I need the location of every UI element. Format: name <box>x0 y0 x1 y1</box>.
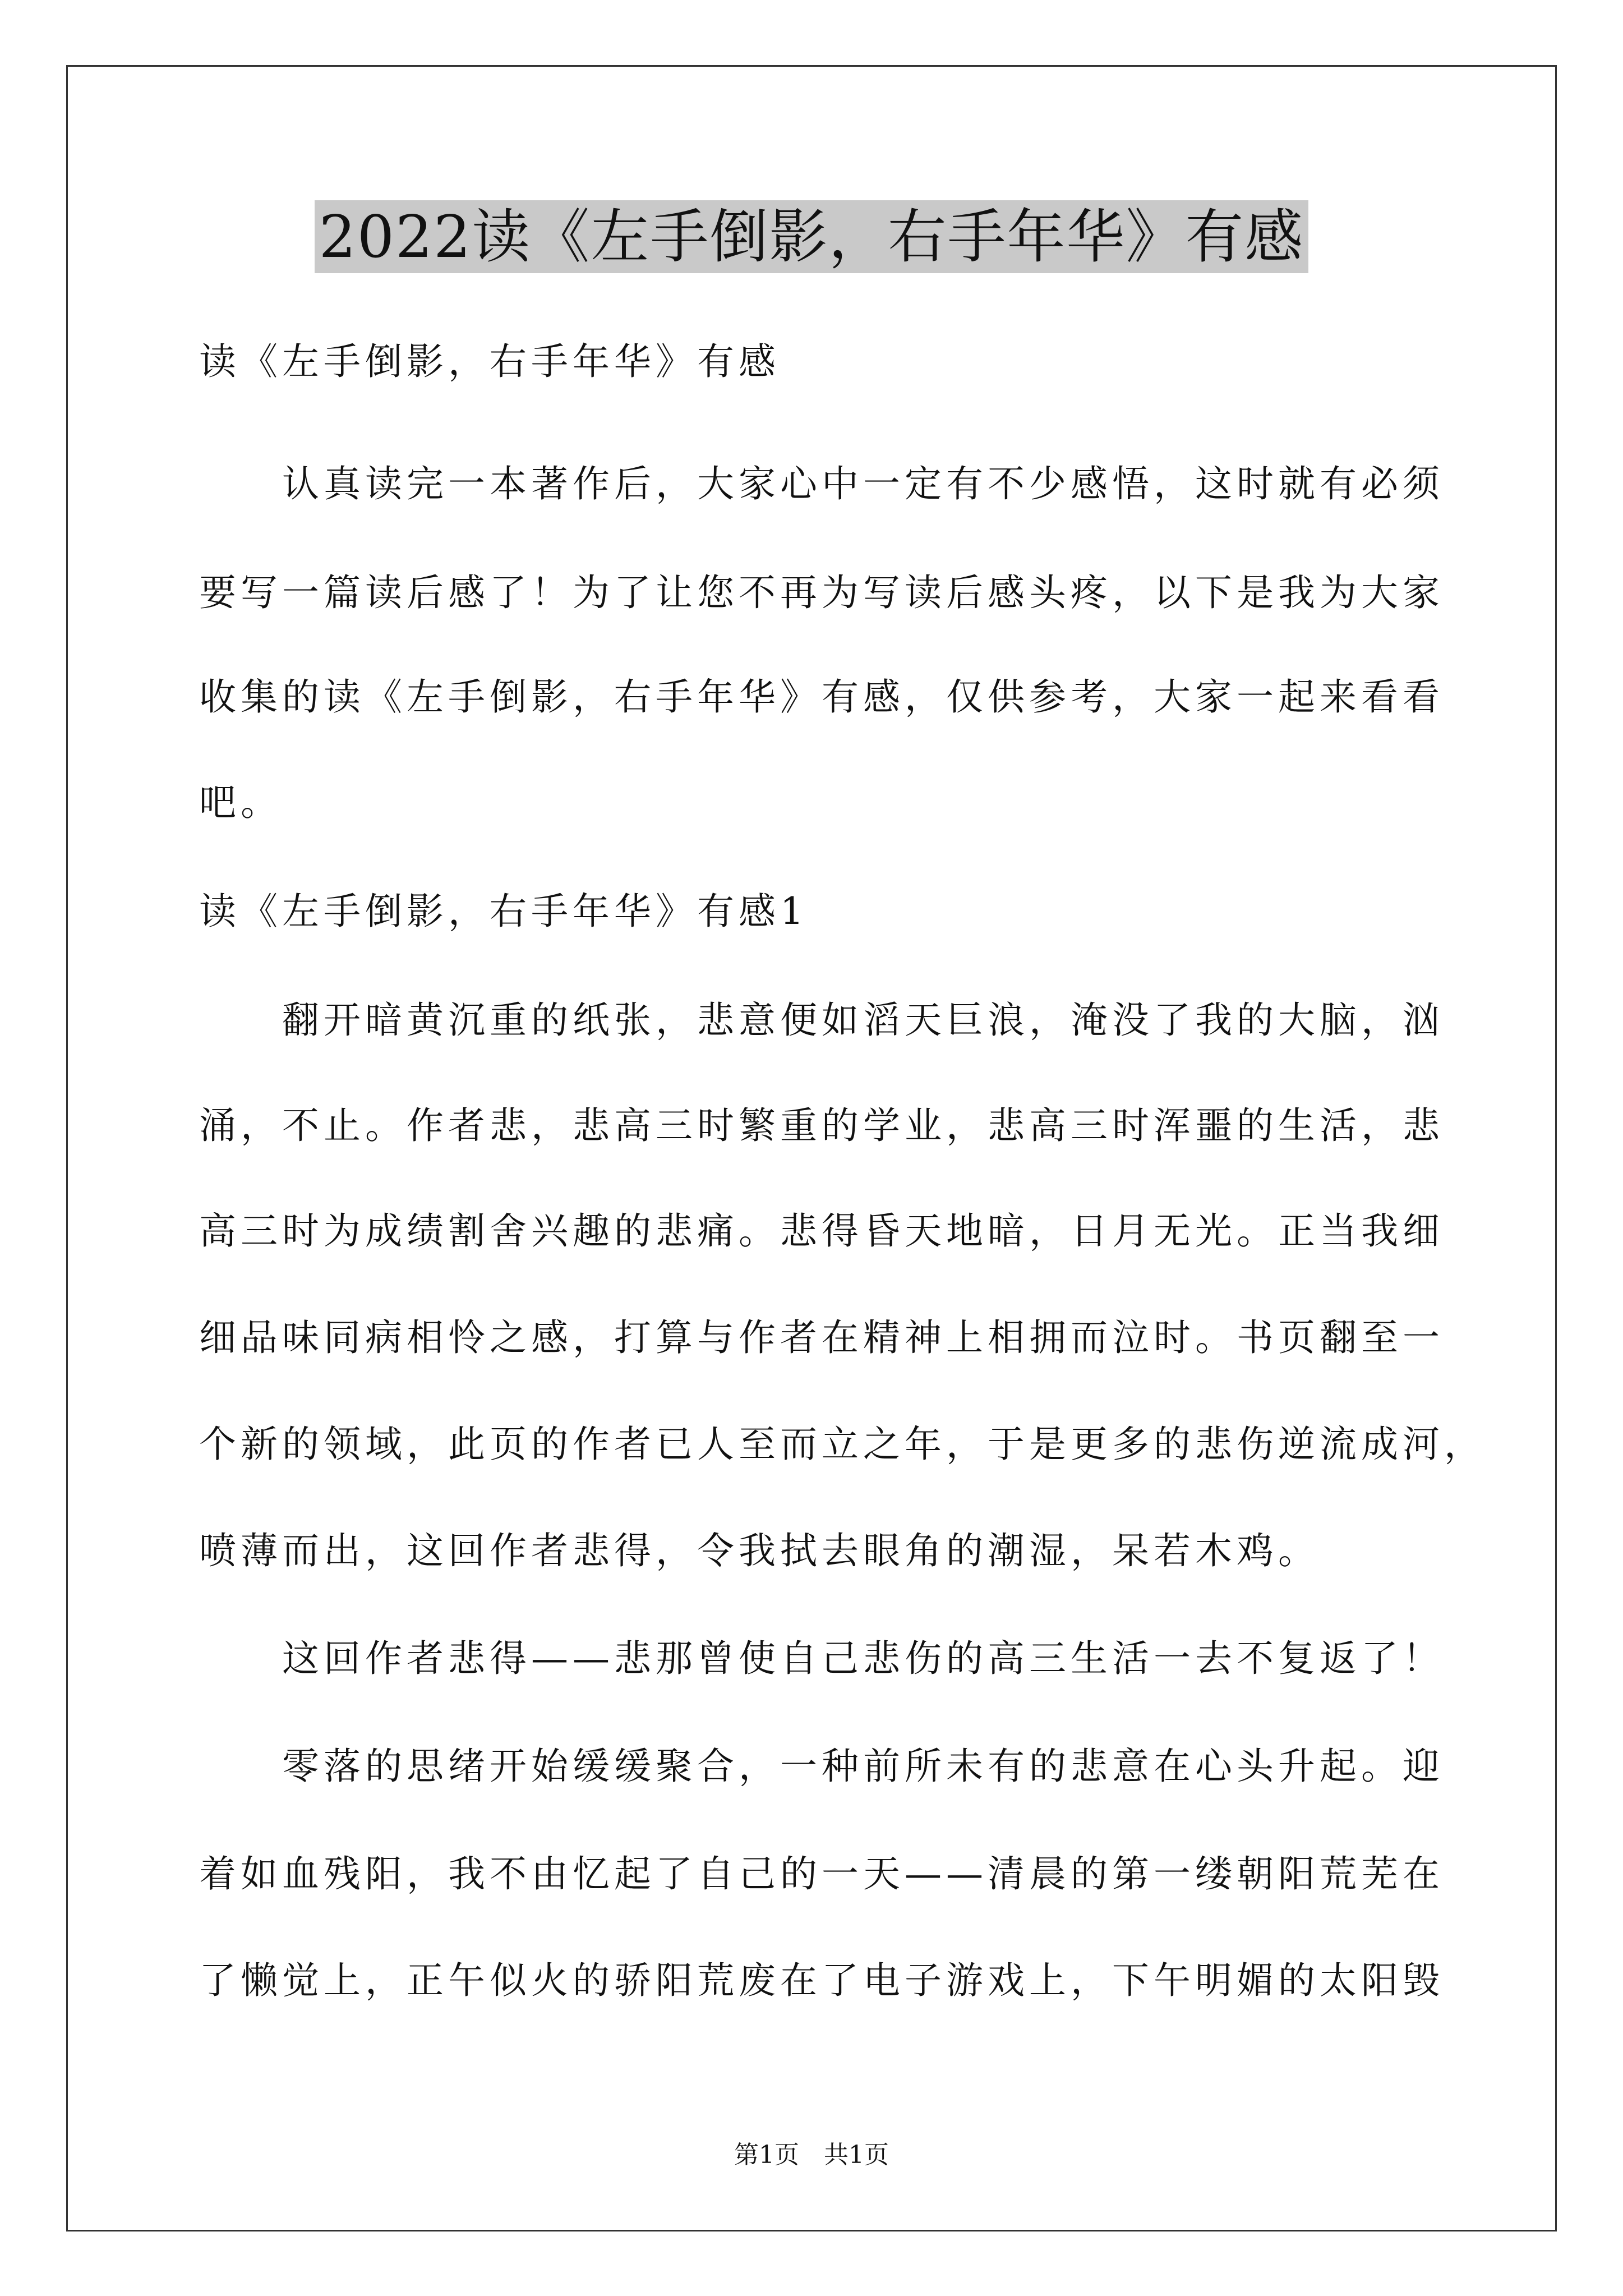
page-footer: 第1页 共1页 <box>734 2141 889 2169</box>
paragraph-line: 这回作者悲得——悲那曾使自己悲伤的高三生活一去不复返了！ <box>199 1637 1444 1680</box>
paragraph-line: 要写一篇读后感了！为了让您不再为写读后感头疼，以下是我为大家 <box>199 571 1444 614</box>
section-heading: 读《左手倒影，右手年华》有感 <box>199 340 780 383</box>
paragraph-line: 着如血残阳，我不由忆起了自己的一天——清晨的第一缕朝阳荒芜在 <box>199 1852 1444 1895</box>
paragraph-line: 涌，不止。作者悲，悲高三时繁重的学业，悲高三时浑噩的生活，悲 <box>199 1104 1444 1147</box>
paragraph-line: 了懒觉上，正午似火的骄阳荒废在了电子游戏上，下午明媚的太阳毁 <box>199 1959 1444 2002</box>
paragraph-line: 认真读完一本著作后，大家心中一定有不少感悟，这时就有必须 <box>199 462 1444 505</box>
paragraph-line: 个新的领域，此页的作者已人至而立之年，于是更多的悲伤逆流成河， <box>199 1423 1486 1466</box>
section-heading: 读《左手倒影，右手年华》有感1 <box>199 890 808 933</box>
paragraph-line: 高三时为成绩割舍兴趣的悲痛。悲得昏天地暗，日月无光。正当我细 <box>199 1209 1444 1253</box>
paragraph-line: 零落的思绪开始缓缓聚合，一种前所未有的悲意在心头升起。迎 <box>199 1745 1444 1788</box>
paragraph-line: 收集的读《左手倒影，右手年华》有感，仅供参考，大家一起来看看 <box>199 675 1444 719</box>
paragraph-line: 细品味同病相怜之感，打算与作者在精神上相拥而泣时。书页翻至一 <box>199 1316 1444 1359</box>
document-title-text: 2022读《左手倒影，右手年华》有感 <box>315 200 1309 273</box>
paragraph-line: 翻开暗黄沉重的纸张，悲意便如滔天巨浪，淹没了我的大脑，汹 <box>199 999 1444 1042</box>
document-title <box>0 197 1623 276</box>
paragraph-line: 吧。 <box>199 781 282 824</box>
paragraph-line: 喷薄而出，这回作者悲得，令我拭去眼角的潮湿，呆若木鸡。 <box>199 1529 1320 1572</box>
